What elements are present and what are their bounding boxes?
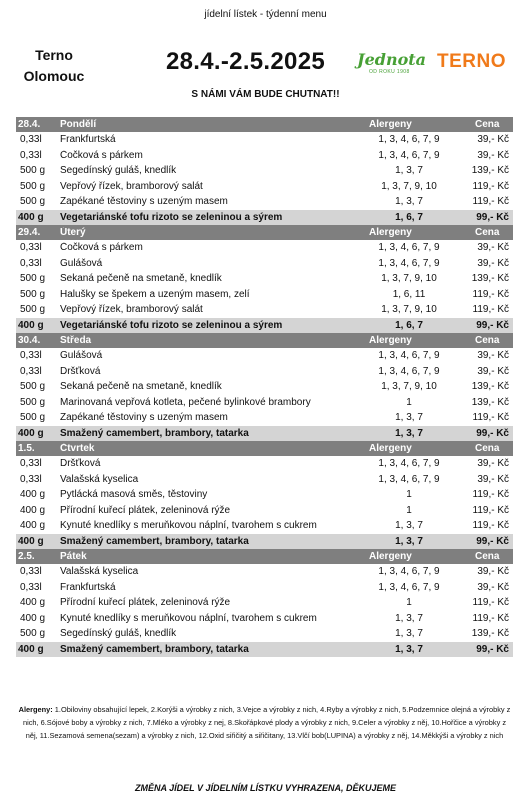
price-column-header: Cena [475, 119, 500, 130]
item-quantity: 400 g [20, 612, 46, 624]
item-quantity: 0,33l [20, 458, 42, 470]
allergen-legend-label: Alergeny: [18, 705, 53, 714]
day-date: 30.4. [18, 335, 41, 346]
menu-item-row [16, 626, 513, 642]
menu-item-row [16, 302, 513, 318]
special-item-row [16, 426, 513, 442]
special-item-row [16, 318, 513, 334]
item-allergens: 1, 3, 7, 9, 10 [381, 381, 437, 393]
item-name: Přírodní kuřecí plátek, zeleninová rýže [60, 597, 231, 609]
item-quantity: 400 g [20, 504, 46, 516]
item-price: 39,- Kč [477, 149, 509, 161]
item-name: Vepřový řízek, bramborový salát [60, 180, 203, 192]
day-header-row [16, 441, 513, 456]
item-price: 119,- Kč [472, 489, 509, 501]
day-date: 2.5. [18, 551, 35, 562]
menu-item-row [16, 379, 513, 395]
special-allergens: 1, 6, 7 [395, 211, 423, 223]
menu-item-row [16, 348, 513, 364]
special-allergens: 1, 3, 7 [395, 643, 423, 655]
item-quantity: 400 g [20, 489, 46, 501]
date-range: 28.4.-2.5.2025 [166, 48, 325, 75]
item-allergens: 1, 3, 7 [395, 628, 423, 640]
item-quantity: 400 g [20, 520, 46, 532]
item-allergens: 1, 3, 4, 6, 7, 9 [378, 350, 440, 362]
menu-item-row [16, 240, 513, 256]
item-price: 139,- Kč [471, 165, 509, 177]
special-price: 99,- Kč [476, 211, 509, 223]
item-quantity: 500 g [20, 196, 46, 208]
menu-item-row [16, 287, 513, 303]
item-allergens: 1 [406, 489, 412, 501]
allergens-column-header: Alergeny [369, 443, 412, 454]
item-price: 139,- Kč [471, 381, 509, 393]
day-name: Pondělí [60, 119, 97, 130]
item-name: Valašská kyselica [60, 566, 139, 578]
item-quantity: 0,33l [20, 581, 42, 593]
item-price: 39,- Kč [477, 242, 509, 254]
menu-table [16, 117, 513, 657]
item-quantity: 500 g [20, 628, 46, 640]
item-name: Gulášová [60, 257, 103, 269]
price-column-header: Cena [475, 551, 500, 562]
special-item-row [16, 210, 513, 226]
item-price: 119,- Kč [472, 288, 509, 300]
item-allergens: 1, 3, 7 [395, 412, 423, 424]
special-allergens: 1, 3, 7 [395, 535, 423, 547]
item-quantity: 500 g [20, 381, 46, 393]
item-name: Segedínský guláš, knedlík [60, 628, 177, 640]
item-name: Dršťková [60, 458, 101, 470]
item-quantity: 0,33l [20, 566, 42, 578]
menu-item-row [16, 456, 513, 472]
item-price: 139,- Kč [471, 396, 509, 408]
item-name: Sekaná pečeně na smetaně, knedlík [60, 273, 222, 285]
item-name: Dršťková [60, 365, 101, 377]
item-allergens: 1, 3, 4, 6, 7, 9 [378, 365, 440, 377]
item-quantity: 400 g [20, 597, 46, 609]
item-price: 119,- Kč [472, 504, 509, 516]
special-quantity: 400 g [18, 427, 44, 439]
footer-note: ZMĚNA JÍDEL V JÍDELNÍM LÍSTKU VYHRAZENA, DĚKUJEME [134, 783, 397, 793]
item-name: Čočková s párkem [60, 242, 143, 254]
menu-item-row [16, 410, 513, 426]
slogan: S NÁMI VÁM BUDE CHUTNAT!! [191, 89, 340, 100]
price-column-header: Cena [475, 335, 500, 346]
menu-item-row [16, 194, 513, 210]
menu-item-row [16, 518, 513, 534]
item-allergens: 1, 3, 7, 9, 10 [381, 180, 437, 192]
item-allergens: 1, 3, 7, 9, 10 [381, 304, 437, 316]
terno-logo: TERNO [437, 51, 506, 72]
item-price: 119,- Kč [472, 180, 509, 192]
menu-item-row [16, 595, 513, 611]
day-date: 29.4. [18, 227, 41, 238]
menu-item-row [16, 163, 513, 179]
item-price: 139,- Kč [471, 628, 509, 640]
day-header-row [16, 225, 513, 240]
item-price: 119,- Kč [472, 520, 509, 532]
special-price: 99,- Kč [476, 427, 509, 439]
item-quantity: 0,33l [20, 257, 42, 269]
item-name: Pytlácká masová směs, těstoviny [60, 489, 208, 501]
item-allergens: 1, 3, 7 [395, 612, 423, 624]
item-price: 39,- Kč [477, 257, 509, 269]
special-name: Smažený camembert, brambory, tatarka [60, 535, 249, 547]
item-allergens: 1, 3, 7 [395, 520, 423, 532]
item-name: Sekaná pečeně na smetaně, knedlík [60, 381, 222, 393]
item-allergens: 1, 3, 7, 9, 10 [381, 273, 437, 285]
item-name: Kynuté knedlíky s meruňkovou náplní, tvarohem s cukrem [60, 612, 317, 624]
item-allergens: 1 [406, 396, 412, 408]
menu-item-row [16, 395, 513, 411]
item-name: Halušky se špekem a uzeným masem, zelí [60, 288, 250, 300]
item-quantity: 500 g [20, 304, 46, 316]
item-price: 139,- Kč [471, 273, 509, 285]
item-price: 39,- Kč [477, 458, 509, 470]
item-allergens: 1, 3, 4, 6, 7, 9 [378, 257, 440, 269]
special-quantity: 400 g [18, 211, 44, 223]
item-allergens: 1, 3, 4, 6, 7, 9 [378, 581, 440, 593]
day-name: Středa [60, 335, 92, 346]
menu-item-row [16, 503, 513, 519]
price-column-header: Cena [475, 227, 500, 238]
day-header-row [16, 549, 513, 564]
item-name: Valašská kyselica [60, 473, 139, 485]
item-allergens: 1 [406, 597, 412, 609]
allergens-column-header: Alergeny [369, 227, 412, 238]
item-name: Segedínský guláš, knedlík [60, 165, 177, 177]
day-header-row [16, 333, 513, 348]
item-quantity: 0,33l [20, 365, 42, 377]
item-quantity: 500 g [20, 180, 46, 192]
special-price: 99,- Kč [476, 643, 509, 655]
item-name: Zapékané těstoviny s uzeným masem [60, 196, 228, 208]
item-allergens: 1 [406, 504, 412, 516]
menu-item-row [16, 132, 513, 148]
item-quantity: 500 g [20, 288, 46, 300]
menu-item-row [16, 611, 513, 627]
item-price: 39,- Kč [477, 473, 509, 485]
item-allergens: 1, 3, 4, 6, 7, 9 [378, 473, 440, 485]
special-allergens: 1, 3, 7 [395, 427, 423, 439]
item-allergens: 1, 3, 4, 6, 7, 9 [378, 134, 440, 146]
menu-item-row [16, 472, 513, 488]
store-name-line1: Terno [35, 47, 73, 63]
item-price: 119,- Kč [472, 412, 509, 424]
item-name: Gulášová [60, 350, 103, 362]
menu-item-row [16, 580, 513, 596]
item-name: Frankfurtská [60, 134, 116, 146]
item-allergens: 1, 3, 4, 6, 7, 9 [378, 242, 440, 254]
special-item-row [16, 534, 513, 550]
item-price: 119,- Kč [472, 304, 509, 316]
special-price: 99,- Kč [476, 535, 509, 547]
item-price: 39,- Kč [477, 350, 509, 362]
price-column-header: Cena [475, 443, 500, 454]
day-header-row [16, 117, 513, 132]
item-name: Zapékané těstoviny s uzeným masem [60, 412, 228, 424]
item-quantity: 0,33l [20, 149, 42, 161]
item-price: 39,- Kč [477, 566, 509, 578]
special-name: Smažený camembert, brambory, tatarka [60, 643, 249, 655]
item-quantity: 0,33l [20, 134, 42, 146]
allergen-legend [16, 703, 513, 742]
day-name: Pátek [60, 551, 87, 562]
day-name: Čtvrtek [60, 443, 95, 454]
menu-item-row [16, 179, 513, 195]
jednota-logo-word: Jednota [357, 50, 426, 69]
item-quantity: 500 g [20, 273, 46, 285]
menu-item-row [16, 364, 513, 380]
item-allergens: 1, 6, 11 [392, 288, 426, 300]
day-name: Úterý [60, 227, 86, 238]
special-quantity: 400 g [18, 535, 44, 547]
menu-item-row [16, 271, 513, 287]
store-name-line2: Olomouc [23, 68, 85, 84]
allergens-column-header: Alergeny [369, 551, 412, 562]
item-quantity: 0,33l [20, 350, 42, 362]
special-name: Smažený camembert, brambory, tatarka [60, 427, 249, 439]
day-date: 1.5. [18, 443, 35, 454]
item-allergens: 1, 3, 7 [395, 165, 423, 177]
special-quantity: 400 g [18, 319, 44, 331]
allergens-column-header: Alergeny [369, 119, 412, 130]
special-price: 99,- Kč [476, 319, 509, 331]
item-price: 39,- Kč [477, 581, 509, 593]
allergens-column-header: Alergeny [369, 335, 412, 346]
special-allergens: 1, 6, 7 [395, 319, 423, 331]
item-name: Přírodní kuřecí plátek, zeleninová rýže [60, 504, 231, 516]
jednota-logo [357, 52, 427, 78]
menu-item-row [16, 256, 513, 272]
item-allergens: 1, 3, 4, 6, 7, 9 [378, 149, 440, 161]
item-name: Kynuté knedlíky s meruňkovou náplní, tvarohem s cukrem [60, 520, 317, 532]
document-title: jídelní lístek - týdenní menu [204, 9, 327, 20]
item-name: Marinovaná vepřová kotleta, pečené bylinkové brambory [60, 396, 311, 408]
special-quantity: 400 g [18, 643, 44, 655]
item-price: 119,- Kč [472, 612, 509, 624]
day-date: 28.4. [18, 119, 41, 130]
item-name: Čočková s párkem [60, 149, 143, 161]
menu-item-row [16, 487, 513, 503]
item-price: 119,- Kč [472, 597, 509, 609]
item-allergens: 1, 3, 4, 6, 7, 9 [378, 566, 440, 578]
special-item-row [16, 642, 513, 658]
item-name: Vepřový řízek, bramborový salát [60, 304, 203, 316]
item-price: 39,- Kč [477, 365, 509, 377]
item-price: 119,- Kč [472, 196, 509, 208]
allergen-legend-text: 1.Obiloviny obsahující lepek, 2.Korýši a výrobky z nich, 3.Vejce a výrobky z nich, 4.Ryby a výrobky z nich, 5.Podzemnice olejná a výrobky z nich, 6.Sójové boby a výrobky z nich, 7.Mléko a výrobky z nej, 8.Skořápkové plody a výrobky z nich, 9.Celer a výrobky z něj, 10.Hořčice a výrobky z něj, 11.Sezamová semena(sezam) a výrobky z nich, 12.Oxid siřičitý a siřičitany, 13.Vlčí bob(LUPINA) a výrobky z něj, 14.Měkkýši a výrobky z nich [22, 705, 511, 740]
item-allergens: 1, 3, 4, 6, 7, 9 [378, 458, 440, 470]
item-name: Frankfurtská [60, 581, 116, 593]
special-name: Vegetariánské tofu rizoto se zeleninou a sýrem [60, 319, 283, 331]
jednota-logo-subtitle: OD ROKU 1908 [369, 69, 410, 75]
menu-item-row [16, 148, 513, 164]
item-price: 39,- Kč [477, 134, 509, 146]
item-allergens: 1, 3, 7 [395, 196, 423, 208]
special-name: Vegetariánské tofu rizoto se zeleninou a sýrem [60, 211, 283, 223]
item-quantity: 500 g [20, 396, 46, 408]
item-quantity: 0,33l [20, 242, 42, 254]
item-quantity: 500 g [20, 412, 46, 424]
menu-item-row [16, 564, 513, 580]
item-quantity: 0,33l [20, 473, 42, 485]
item-quantity: 500 g [20, 165, 46, 177]
